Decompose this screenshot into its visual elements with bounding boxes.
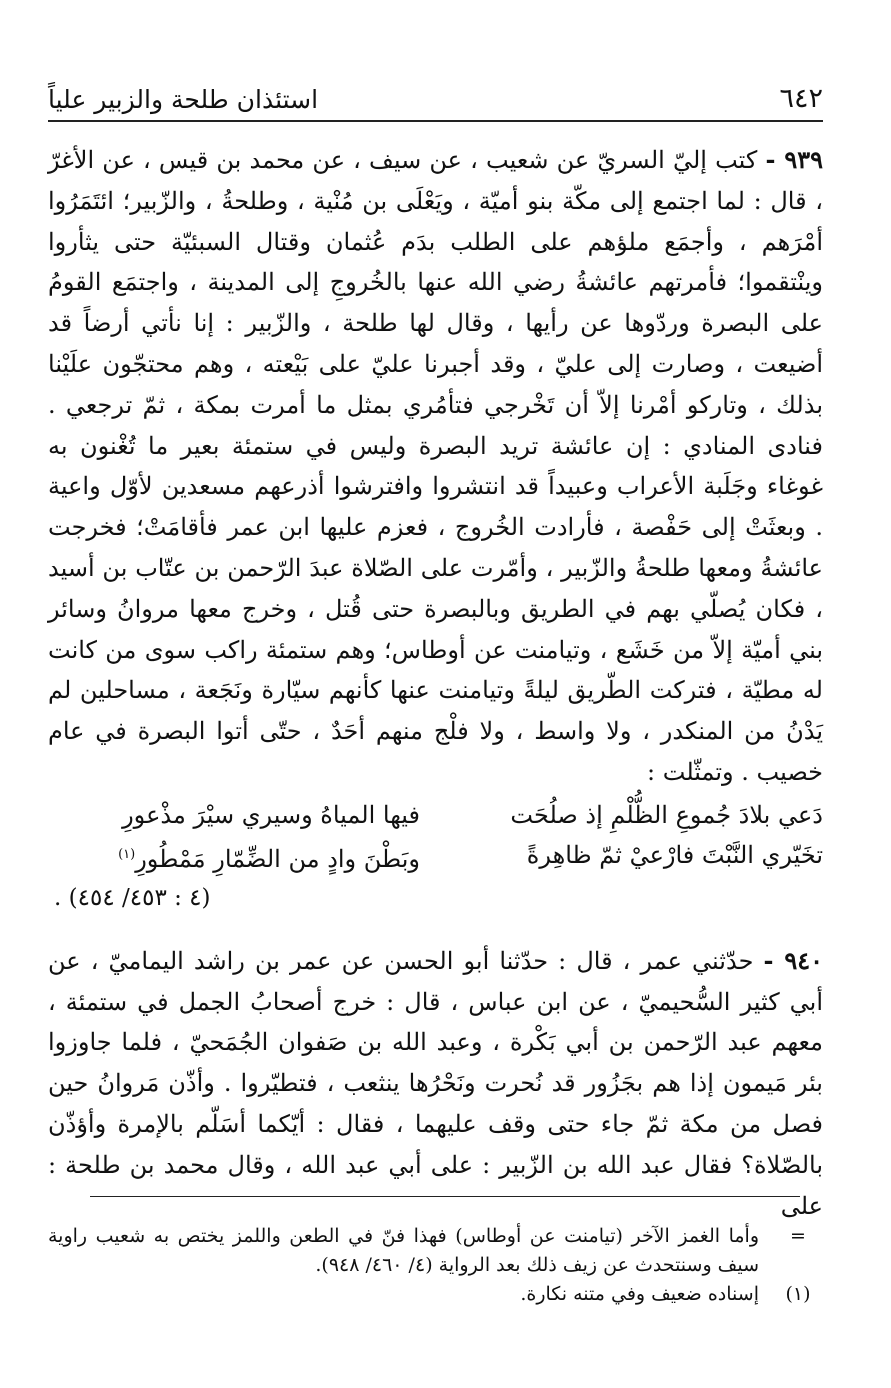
poem-hemistich-2b-wrap: [48, 835, 420, 879]
paragraph-text: كتب إليّ السريّ عن شعيب ، عن سيف ، عن محمد بن قيس ، عن الأغرّ ، قال : لما اجتمع إلى مكّة بنو أميّة ، ويَعْلَى بن مُنْية ، وطلحةُ ، والزّبير؛ ائتَمَرُوا أمْرَهم ، وأجمَع ملؤهم على الطلب بدَم عُثمان وقتال السبئيّة حتى يثأروا وينْتقموا؛ فأمرتهم عائشةُ رضي الله عنها بالخُروجِ إلى المدينة ، واجتمَع القومُ على البصرة وردّوها عن رأيها ، وقال لها طلحة ، والزّبير : إنا نأتي أرضاً قد أضيعت ، وصارت إلى عليّ ، وقد أجبرنا عليّ على بَيْعته ، وهم محتجّون علَيْنا بذلك ، وتاركو أمْرنا إلاّ أن تَخْرجي فتأمُري بمثل ما أمرت بمكة ، ثمّ ترجعي . فنادى المنادي : إن عائشة تريد البصرة وليس في ستمئة بعير ما تُغْنون به غوغاء وجَلَبة الأعراب وعبيداً قد انتشروا وافترشوا أذرعهم مسعدين لأوّل واعية . وبعثَتْ إلى حَفْصة ، فأرادت الخُروج ، فعزم عليها ابن عمر فأقامَتْ؛ فخرجت عائشةُ ومعها طلحةُ والزّبير ، وأمّرت على الصّلاة عبدَ الرّحمن بن عتّاب بن أسيد ، فكان يُصلّي بهم في الطريق وبالبصرة حتى قُتل ، وخرج معها مروانُ وسائر بني أميّة إلاّ من خَشَع ، وتيامنت عن أوطاس؛ وهم ستمئة راكب سوى من كانت له مطيّة ، فتركت الطّريق ليلةً وتيامنت عنها كأنهم سيّارة ونَجَعة ، مساحلين لم يَدْنُ من المنكدر ، ولا واسط ، ولا فلْج منهم أحَدٌ ، حتّى أتوا البصرة في عام خصيب . وتمثّلت :: [48, 146, 823, 786]
poem-hemistich-2b: وبَطْنَ وادٍ من الضِّمّارِ مَمْطُورِ: [135, 844, 420, 873]
paragraph-940: [48, 941, 823, 1227]
footnote-divider: [90, 1196, 800, 1197]
poem-line-2: [48, 835, 823, 879]
citation: (٤ : ٤٥٣/ ٤٥٤) .: [54, 884, 211, 911]
poem-hemistich-2a: تخَيّري النَّبْتَ فارْعيْ ثمّ ظاهِرةً: [526, 840, 823, 869]
page-number: ٦٤٢: [779, 83, 823, 114]
poem: [48, 795, 823, 917]
footnote-mark: =: [790, 1225, 806, 1247]
footnote-text: إسناده ضعيف وفي متنه نكارة.: [520, 1283, 759, 1305]
poem-line-1: [48, 795, 823, 835]
main-text: [48, 140, 823, 1226]
footnote-mark: (١): [785, 1283, 811, 1305]
poem-hemistich-1a: دَعي بلادَ جُموعِ الظُّلْمِ إذ صلُحَت: [510, 800, 823, 829]
footnote-text: وأما الغمز الآخر (تيامنت عن أوطاس) فهذا فنّ في الطعن واللمز يختص به شعيب راوية سيف وسنتحدث عن زيف ذلك بعد الرواية (٤/ ٤٦٠/ ٩٤٨).: [48, 1225, 759, 1276]
paragraph-939: [48, 140, 823, 793]
footnote-reference: (١): [118, 846, 136, 862]
running-title: استئذان طلحة والزبير علياً: [48, 85, 319, 114]
footnote-continued: [48, 1222, 823, 1280]
paragraph-text: حدّثني عمر ، قال : حدّثنا أبو الحسن عن عمر بن راشد اليماميّ ، عن أبي كثير السُّحيميّ ، عن ابن عباس ، قال : خرج أصحابُ الجمل في ستمئة ، معهم عبد الرّحمن بن أبي بَكْرة ، وعبد الله بن صَفوان الجُمَحيّ ، فلما جاوزوا بئر مَيمون إذا هم بجَزُور قد نُحرت ونَحْرُها ينثعب ، فتطيّروا . وأذّن مَروانُ حين فصل من مكة ثمّ جاء حتى وقف عليهما ، فقال : أيّكما أسَلّم بالإمرة وأؤذّن بالصّلاة؟ فقال عبد الله بن الزّبير : على أبي عبد الله ، وقال محمد بن طلحة : على: [48, 946, 823, 1220]
paragraph-number: ٩٤٠ -: [763, 945, 823, 975]
footnotes: [48, 1222, 823, 1309]
footnote-1: [48, 1280, 823, 1309]
paragraph-number: ٩٣٩ -: [765, 145, 823, 174]
poem-hemistich-1b: فيها المياهُ وسيري سيْرَ مذْعورِ: [122, 800, 420, 829]
page-header: [48, 72, 823, 122]
